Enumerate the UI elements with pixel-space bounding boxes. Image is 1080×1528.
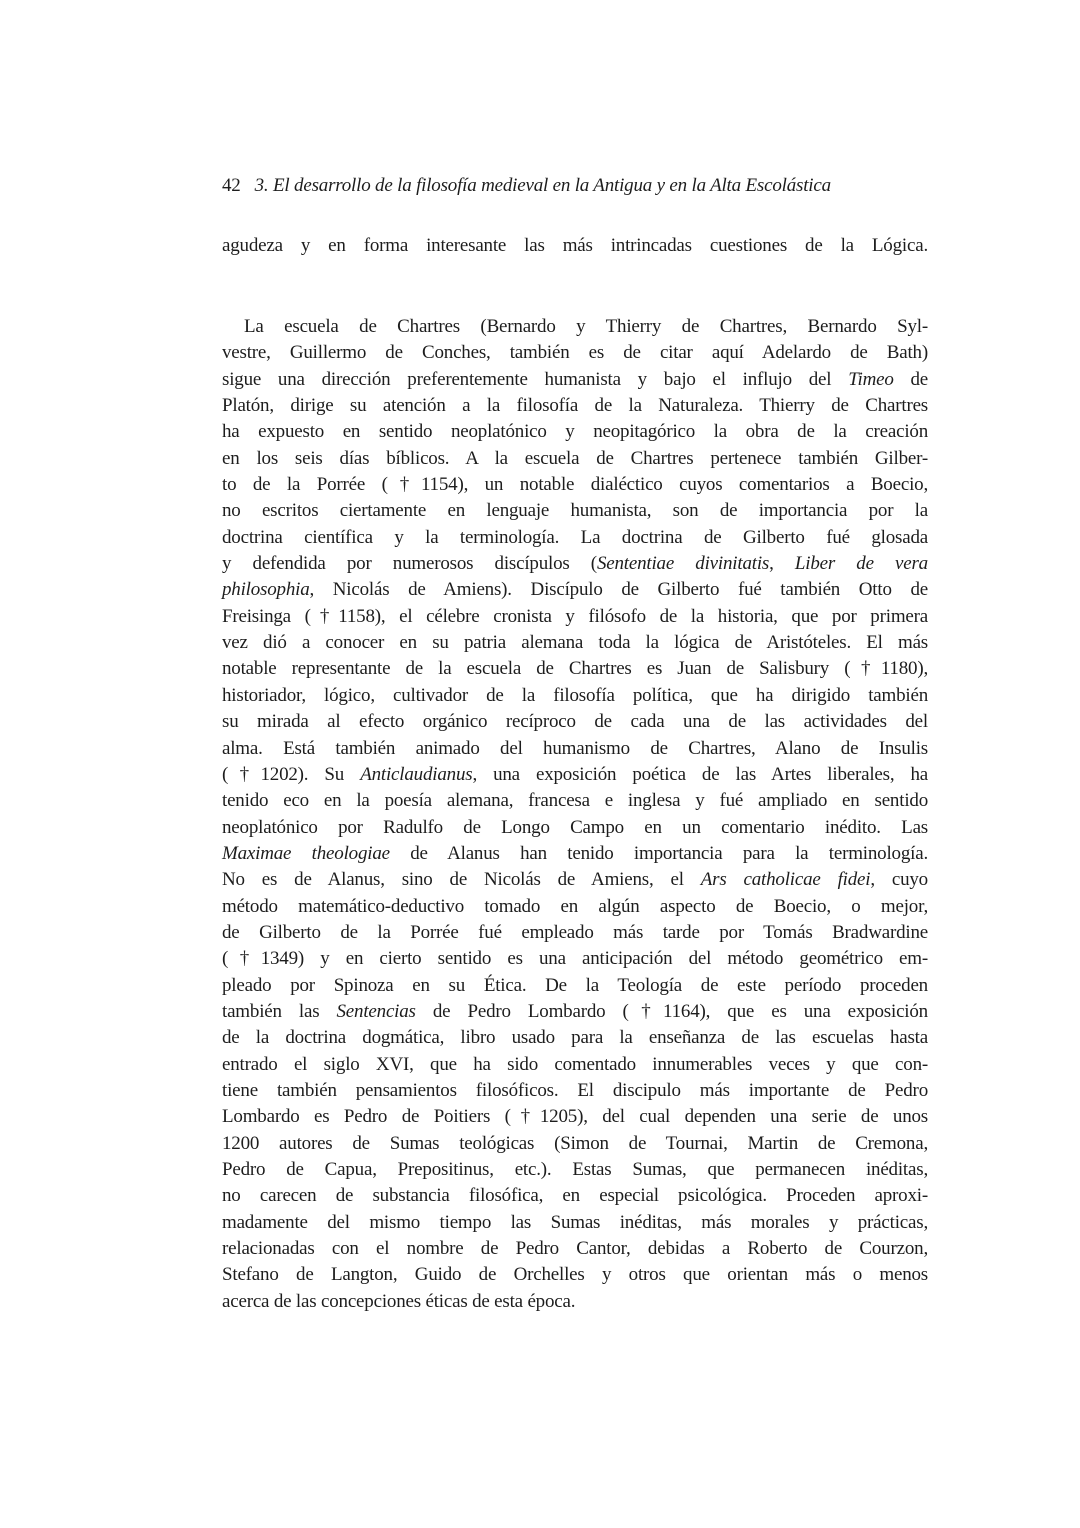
italic-text-segment: Timeo [848,368,894,390]
text-segment: y defendida por numerosos discípulos ( [222,553,597,575]
text-line [222,393,928,419]
text-segment: madamente del mismo tiempo las Sumas inéditas, más morales y prácticas, [222,1211,928,1233]
text-segment: relacionadas con el nombre de Pedro Cantor, debidas a Roberto de Courzon, [222,1238,928,1260]
italic-text-segment: Sententiae divinitatis [596,553,770,575]
text-line [222,1131,928,1157]
text-line [222,894,928,920]
text-segment: historiador, lógico, cultivador de la filosofía política, que ha dirigido también [222,684,928,706]
text-line [222,1262,928,1288]
italic-text-segment: Maximae theologiae [222,842,390,864]
text-line [222,946,928,972]
running-header [222,174,928,198]
text-line [222,419,928,445]
text-segment: también las [222,1000,337,1022]
text-segment: acerca de las concepciones éticas de esta época. [222,1290,576,1312]
text-segment: notable representante de la escuela de Chartres es Juan de Salisbury (†1180), [222,658,928,680]
text-segment: (†1349) y en cierto sentido es una anticipación del método geométrico em- [222,948,928,970]
text-line [222,762,928,788]
text-segment: , cuyo [870,869,928,891]
text-line [222,867,928,893]
text-segment: 1200 autores de Sumas teológicas (Simon de Tournai, Martin de Cremona, [222,1132,928,1154]
text-segment: neoplatónico por Radulfo de Longo Campo en un comentario inédito. Las [222,816,928,838]
main-paragraph [222,314,928,1315]
text-segment: tenido eco en la poesía alemana, francesa e inglesa y fué ampliado en sentido [222,790,928,812]
text-line [222,656,928,682]
text-line [222,815,928,841]
text-segment: Pedro de Capua, Prepositinus, etc.). Estas Sumas, que permanecen inéditas, [222,1159,928,1180]
text-segment: su mirada al efecto orgánico recíproco de cada una de las actividades del [222,711,928,733]
text-segment: en los seis días bíblicos. A la escuela de Chartres pertenece también Gilber- [222,447,928,469]
text-segment: ha expuesto en sentido neoplatónico y neopitagórico la obra de la creación [222,421,928,443]
text-segment: , una exposición poética de las Artes liberales, ha [472,763,928,785]
text-line [222,1025,928,1051]
text-segment: , [769,553,795,575]
text-segment: alma. Está también animado del humanismo de Chartres, Alano de Insulis [222,737,928,759]
text-line [222,314,928,340]
text-segment: de Gilberto de la Porrée fué empleado más tarde por Tomás Bradwardine [222,921,928,943]
text-line [222,683,928,709]
text-line [222,630,928,656]
text-line [222,999,928,1025]
italic-text-segment: philosophia [222,579,310,601]
italic-text-segment: Ars catholicae fidei [700,869,871,891]
text-segment: sigue una dirección preferentemente humanista y bajo el influjo del [222,368,849,390]
text-segment: doctrina científica y la terminología. La doctrina de Gilberto fué glosada [222,526,928,548]
text-segment: pleado por Spinoza en su Ética. De la Teología de este período proceden [222,974,928,996]
text-line [222,604,928,630]
text-line [222,1183,928,1209]
text-line [222,1104,928,1130]
text-line [222,1157,928,1183]
text-line [222,788,928,814]
text-segment: , Nicolás de Amiens). Discípulo de Gilberto fué también Otto de [309,579,928,601]
text-line [222,551,928,577]
italic-text-segment: Sentencias [336,1000,416,1022]
text-segment: La escuela de Chartres (Bernardo y Thierry de Chartres, Bernardo Syl- [244,316,928,337]
page-number: 42 [222,175,241,196]
text-segment: de [893,368,928,390]
text-line [222,340,928,366]
text-segment: Lombardo es Pedro de Poitiers (†1205), del cual dependen una serie de unos [222,1106,928,1128]
text-segment: de Pedro Lombardo (†1164), que es una exposición [415,1000,928,1022]
text-segment: vestre, Guillermo de Conches, también es de citar aquí Adelardo de Bath) [222,342,928,364]
text-line [222,498,928,524]
text-segment: Platón, dirige su atención a la filosofía de la Naturaleza. Thierry de Chartres [222,395,928,417]
text-line [222,577,928,603]
text-segment: entrado el siglo XVI, que ha sido comentado innumerables veces y que con- [222,1053,928,1075]
text-line [222,472,928,498]
text-segment: de la doctrina dogmática, libro usado para la enseñanza de las escuelas hasta [222,1027,928,1049]
italic-text-segment: Liber de vera [794,553,928,575]
text-line [222,920,928,946]
text-line [222,1210,928,1236]
text-segment: método matemático-deductivo tomado en algún aspecto de Boecio, o mejor, [222,895,928,917]
italic-text-segment: Anticlaudianus [360,763,473,785]
text-line [222,1078,928,1104]
text-segment: de Alanus han tenido importancia para la terminología. [389,842,929,864]
text-line [222,841,928,867]
text-line [222,1289,928,1315]
text-line [222,446,928,472]
running-title: 3. El desarrollo de la filosofía medieval en la Antigua y en la Alta Escolástica [254,175,831,196]
text-segment: tiene también pensamientos filosóficos. El discipulo más importante de Pedro [222,1079,928,1101]
text-line [222,1236,928,1262]
text-line [222,1052,928,1078]
text-segment: no escritos ciertamente en lenguaje humanista, son de importancia por la [222,500,928,522]
text-segment: Stefano de Langton, Guido de Orchelles y otros que orientan más o menos [222,1264,928,1286]
text-segment: to de la Porrée (†1154), un notable dialéctico cuyos comentarios a Boecio, [222,474,928,496]
text-segment: No es de Alanus, sino de Nicolás de Amiens, el [222,869,701,891]
text-segment: no carecen de substancia filosófica, en especial psicológica. Proceden aproxi- [222,1185,928,1207]
text-line [222,525,928,551]
text-line [222,736,928,762]
text-line [222,709,928,735]
text-line [222,367,928,393]
text-segment: Freisinga (†1158), el célebre cronista y filósofo de la historia, que por primera [222,605,928,627]
paragraph-end-line: agudeza y en forma interesante las más intrincadas cuestiones de la Lógica. [222,235,928,256]
text-segment: (†1202). Su [222,763,361,785]
text-line [222,973,928,999]
text-segment: vez dió a conocer en su patria alemana toda la lógica de Aristóteles. El más [222,632,928,654]
